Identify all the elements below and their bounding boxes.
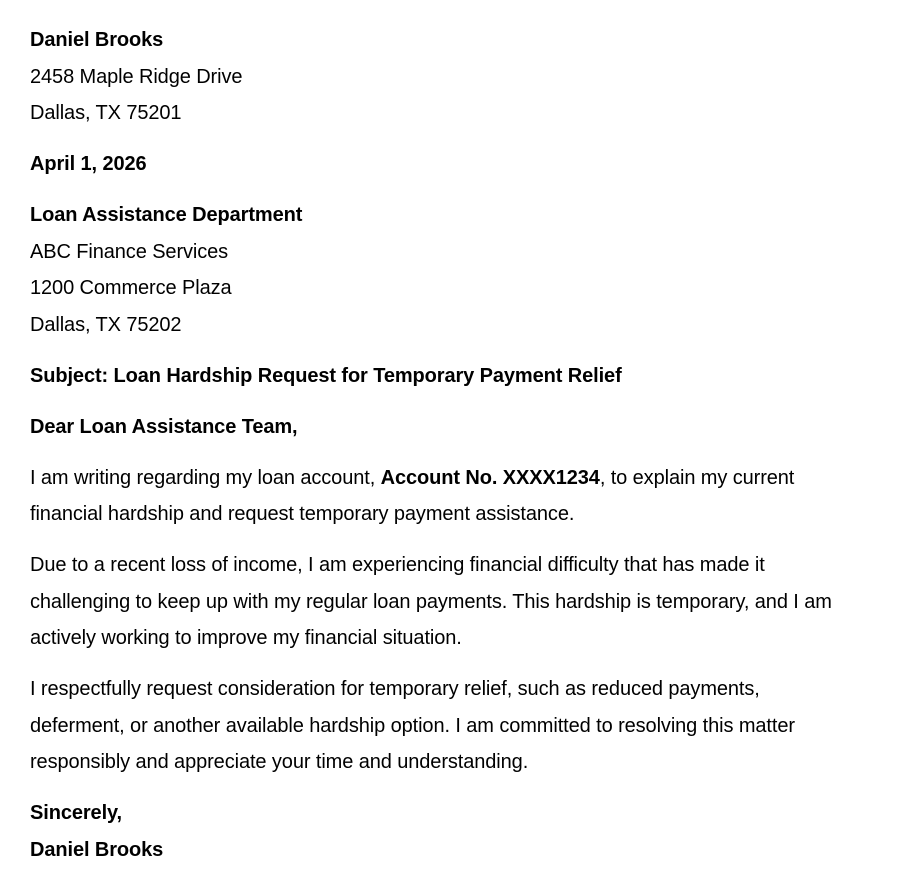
sender-name: Daniel Brooks bbox=[30, 29, 164, 51]
subject-line: Subject: Loan Hardship Request for Temporary Payment Relief bbox=[30, 364, 622, 387]
body-paragraph-1 bbox=[30, 460, 852, 533]
signature-name: Daniel Brooks bbox=[30, 838, 164, 861]
recipient-department: Loan Assistance Department bbox=[30, 204, 303, 226]
paragraph-1-text-before: I am writing regarding my loan account, bbox=[30, 466, 381, 489]
recipient-street: 1200 Commerce Plaza bbox=[30, 277, 232, 299]
sender-address-block bbox=[30, 22, 852, 132]
recipient-address-block bbox=[30, 197, 852, 343]
account-number: Account No. XXXX1234 bbox=[380, 466, 600, 489]
body-paragraph-3: I respectfully request consideration for temporary relief, such as reduced payments, deferment, or another available hardship option. I am committed to resolving this matter responsibly and appreciate your time and understanding. bbox=[30, 678, 795, 773]
closing-block bbox=[30, 795, 852, 868]
sender-city: Dallas, TX 75201 bbox=[30, 102, 182, 124]
paragraph-1-text-after: , to explain my current financial hardship and request temporary payment assistance. bbox=[30, 466, 795, 525]
closing: Sincerely, bbox=[30, 802, 123, 824]
recipient-city: Dallas, TX 75202 bbox=[30, 313, 182, 336]
salutation: Dear Loan Assistance Team, bbox=[30, 415, 298, 438]
letter-date: April 1, 2026 bbox=[30, 153, 147, 175]
recipient-company: ABC Finance Services bbox=[30, 240, 229, 263]
sender-street: 2458 Maple Ridge Drive bbox=[30, 65, 243, 88]
body-paragraph-2: Due to a recent loss of income, I am experiencing financial difficulty that has made it challenging to keep up with my regular loan payments. This hardship is temporary, and I am actively working to improve my financial situation. bbox=[30, 554, 832, 649]
